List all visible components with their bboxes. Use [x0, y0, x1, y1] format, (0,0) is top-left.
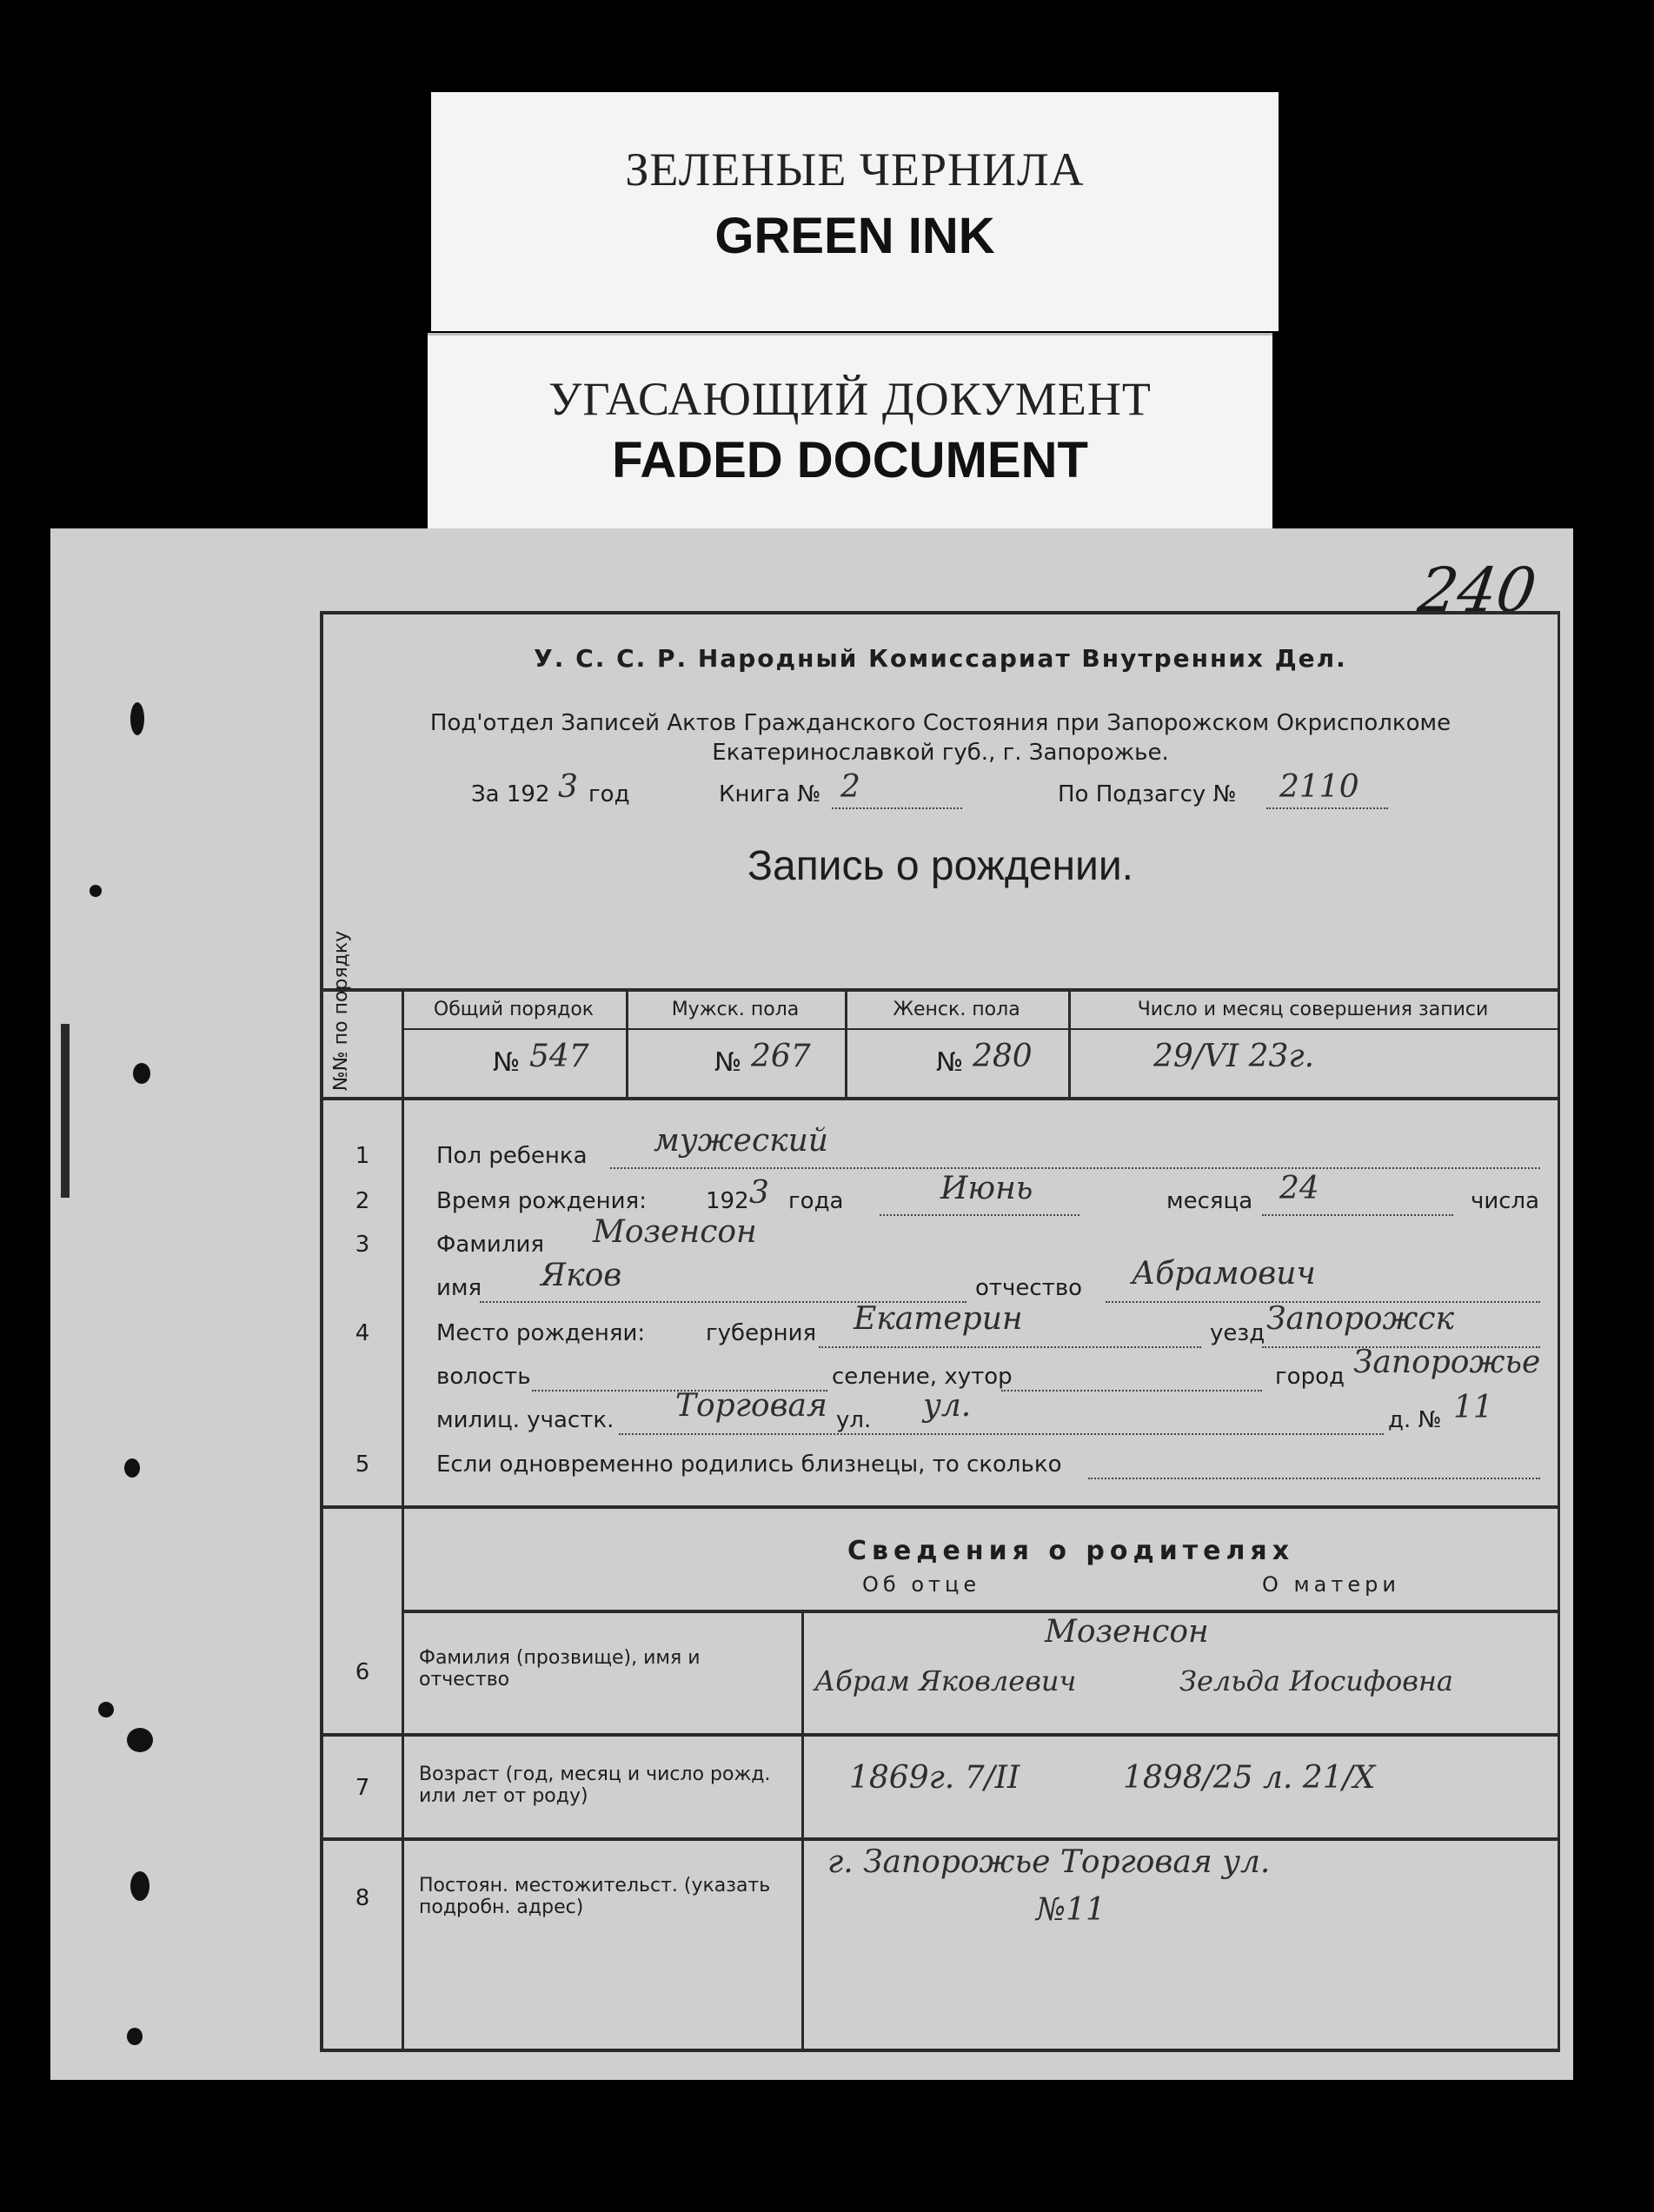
gubernia-value: Екатерин: [854, 1301, 1023, 1337]
punch-hole: [127, 2028, 143, 2045]
col-record-date: Число и месяц совершения записи: [1137, 999, 1489, 1020]
row-rule: [323, 1733, 1558, 1737]
label-green-ink-en: GREEN INK: [714, 208, 995, 264]
form-title: Запись о рождении.: [747, 843, 1133, 889]
street-value: Торговая: [675, 1388, 827, 1424]
parent-age-label: Возраст (год, месяц и число рожд. или лет от роду): [419, 1764, 771, 1807]
subzags-label: По Подзагсу №: [1058, 781, 1237, 807]
office-header: Под'отдел Записей Актов Гражданского Состояния при Запорожском Окрисполкоме: [429, 710, 1451, 736]
row-number: 3: [355, 1232, 370, 1258]
birthplace-label: Место рожденяи:: [436, 1320, 646, 1346]
line: [610, 1167, 1540, 1169]
address-value-line1: г. Запорожье Торговая ул.: [827, 1844, 1271, 1880]
year-value: 3: [558, 769, 578, 805]
label-faded-en: FADED DOCUMENT: [612, 432, 1088, 488]
birth-year-prefix: 192: [706, 1188, 749, 1214]
no-sign: №: [714, 1047, 742, 1078]
birth-year-value: 3: [749, 1175, 769, 1211]
gubernia-label: губерния: [706, 1320, 817, 1346]
gorod-value: Запорожье: [1353, 1345, 1541, 1380]
birth-day-label: числа: [1471, 1188, 1540, 1214]
no-sign: №: [493, 1047, 521, 1078]
line: [1262, 1214, 1453, 1216]
child-sex-label: Пол ребенка: [436, 1143, 588, 1169]
child-name-value: Яков: [541, 1258, 622, 1293]
birth-day-value: 24: [1279, 1171, 1319, 1206]
row-number: 6: [355, 1659, 370, 1685]
sheet-number: 240: [1414, 555, 1541, 626]
order-side-label: №№ по порядку: [330, 930, 352, 1091]
book-value: 2: [840, 769, 860, 805]
gorod-label: город: [1275, 1364, 1345, 1390]
address-value-line2: №11: [1036, 1892, 1106, 1928]
twins-label: Если одновременно родились близнецы, то сколько: [436, 1451, 1062, 1478]
birth-record-sheet: [50, 528, 1573, 2080]
binding-strip: [61, 1024, 70, 1198]
year-suffix: год: [588, 781, 630, 807]
mother-head: О матери: [1262, 1572, 1400, 1597]
street-label: ул.: [836, 1407, 872, 1433]
parent-name-label: Фамилия (прозвище), имя и отчество: [419, 1647, 701, 1691]
col-rule: [801, 1610, 804, 2049]
col-female: Женск. пола: [893, 999, 1020, 1020]
militia-label: милиц. участк.: [436, 1407, 614, 1433]
archive-label-faded-document: [428, 333, 1272, 528]
child-surname-label: Фамилия: [436, 1232, 544, 1258]
parents-surname-value: Мозенсон: [1045, 1614, 1209, 1650]
row-number: 8: [355, 1885, 370, 1911]
section-rule: [323, 1505, 1558, 1509]
father-age-value: 1869г. 7/II: [849, 1760, 1020, 1796]
archive-label-green-ink: [431, 92, 1279, 331]
line: [1001, 1390, 1262, 1392]
punch-hole: [98, 1702, 114, 1717]
mother-name-value: Зельда Иосифовна: [1179, 1664, 1453, 1697]
birth-month-label: месяца: [1166, 1188, 1253, 1214]
uezd-label: уезд: [1210, 1320, 1265, 1346]
child-name-label: имя: [436, 1275, 482, 1301]
child-patronymic-label: отчество: [975, 1275, 1083, 1301]
ministry-header: У. С. С. Р. Народный Комиссариат Внутренних Дел.: [534, 644, 1347, 673]
punch-hole: [90, 885, 102, 897]
line: [619, 1433, 1384, 1435]
col-general-order: Общий порядок: [433, 999, 595, 1020]
row-number: 4: [355, 1320, 370, 1346]
row-number: 2: [355, 1188, 370, 1214]
header-row-rule: [402, 1028, 1558, 1030]
volost-label: волость: [436, 1364, 531, 1390]
year-label: За 192: [471, 781, 550, 807]
selenie-label: селение, хутор: [832, 1364, 1013, 1390]
table-top-rule: [323, 988, 1558, 992]
parent-address-label: Постоян. местожительст. (указать подробн. адрес): [419, 1875, 771, 1918]
col-male: Мужск. пола: [671, 999, 800, 1020]
label-green-ink-ru: ЗЕЛЕНЫЕ ЧЕРНИЛА: [625, 143, 1085, 196]
line: [819, 1346, 1201, 1348]
subzags-value: 2110: [1279, 769, 1359, 805]
house-value: 11: [1453, 1390, 1493, 1425]
house-label: д. №: [1388, 1407, 1442, 1433]
general-order-value: 547: [529, 1039, 589, 1074]
label-faded-ru: УГАСАЮЩИЙ ДОКУМЕНТ: [548, 373, 1152, 425]
subzags-underline: [1266, 807, 1388, 809]
row-number: 1: [355, 1143, 370, 1169]
office-location: Екатеринославкой губ., г. Запорожье.: [712, 740, 1169, 766]
table-bottom-rule: [323, 1097, 1558, 1100]
birth-record-form: [320, 611, 1560, 2052]
father-name-value: Абрам Яковлевич: [814, 1664, 1077, 1697]
row-rule: [402, 1610, 1558, 1613]
street-suffix: ул.: [923, 1388, 972, 1424]
birth-time-label: Время рождения:: [436, 1188, 647, 1214]
row-rule: [323, 1837, 1558, 1841]
book-underline: [832, 807, 962, 809]
mother-age-value: 1898/25 л. 21/Х: [1123, 1760, 1376, 1796]
punch-hole: [127, 1728, 153, 1752]
row-number: 5: [355, 1451, 370, 1478]
father-head: Об отце: [862, 1572, 981, 1597]
uezd-value: Запорожск: [1266, 1301, 1455, 1337]
punch-hole: [130, 1871, 149, 1901]
female-order-value: 280: [973, 1039, 1033, 1074]
child-surname-value: Мозенсон: [593, 1214, 757, 1250]
no-sign: №: [936, 1047, 964, 1078]
child-sex-value: мужеский: [654, 1123, 828, 1159]
line: [1088, 1478, 1540, 1479]
male-order-value: 267: [751, 1039, 811, 1074]
birth-year-suffix: года: [788, 1188, 844, 1214]
birth-month-value: Июнь: [940, 1171, 1033, 1206]
child-patronymic-value: Абрамович: [1132, 1256, 1316, 1292]
book-label: Книга №: [719, 781, 821, 807]
line: [880, 1214, 1079, 1216]
rownum-column-rule: [402, 988, 404, 2049]
punch-hole: [133, 1063, 150, 1084]
record-date-value: 29/VI 23г.: [1153, 1039, 1315, 1074]
punch-hole: [130, 702, 144, 735]
parents-title: Сведения о родителях: [847, 1536, 1295, 1566]
punch-hole: [124, 1458, 140, 1478]
row-number: 7: [355, 1775, 370, 1801]
